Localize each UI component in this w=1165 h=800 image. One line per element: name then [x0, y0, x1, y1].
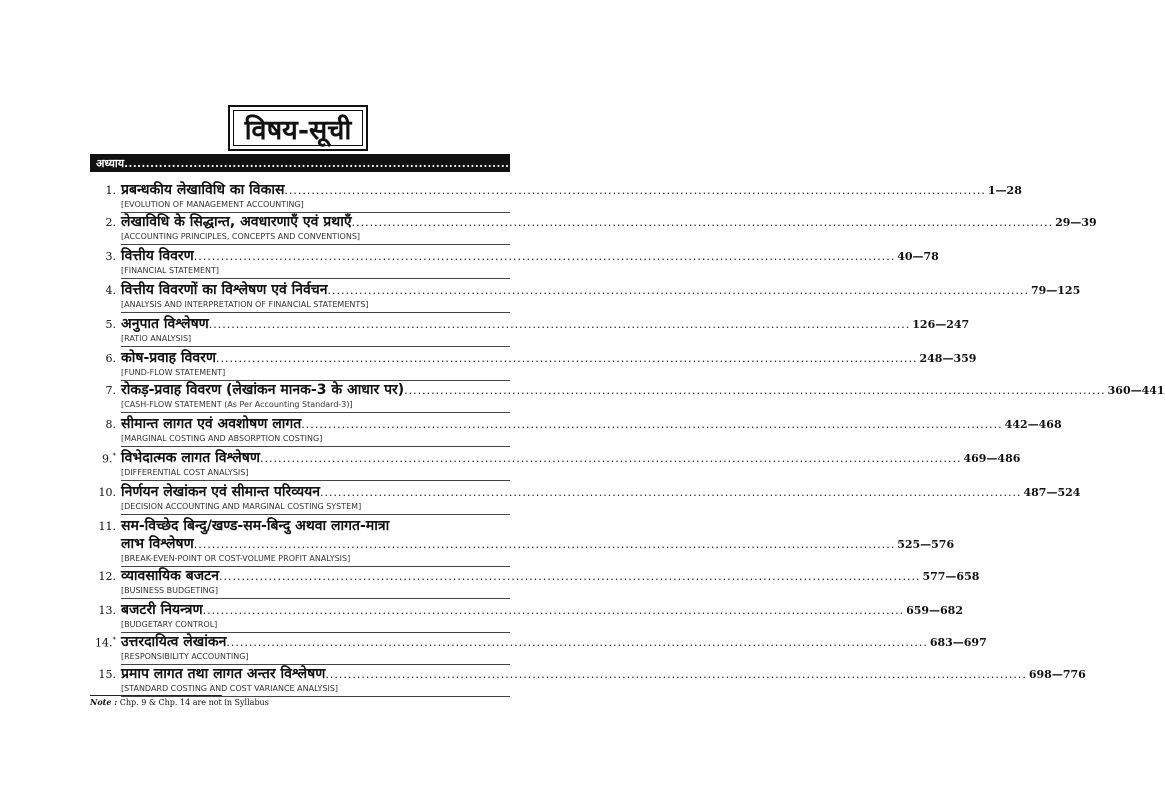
chapter-title-english: [ACCOUNTING PRINCIPLES, CONCEPTS AND CONVENTIONS]: [121, 232, 361, 241]
chapter-title-english: [BUSINESS BUDGETING]: [121, 586, 218, 595]
chapter-title-english: [STANDARD COSTING AND COST VARIANCE ANALYSIS]: [121, 684, 338, 693]
chapter-title-line: [121, 180, 1022, 200]
chapter-title-hindi: सीमान्त लागत एवं अवशोषण लागत: [121, 416, 302, 432]
chapter-number: 2.: [105, 216, 116, 229]
chapter-title-hindi: निर्णयन लेखांकन एवं सीमान्त परिव्ययन: [121, 484, 321, 500]
page-range: 659—682: [906, 604, 963, 617]
chapter-number: 10.: [98, 486, 116, 499]
chapter-number: 8.: [105, 418, 116, 431]
leader-dots: ............................................................................................................................................................: [351, 216, 1054, 229]
note-divider: [90, 695, 222, 696]
leader-dots: ............................................................................................................................................................: [325, 668, 1027, 681]
page-range: 40—78: [897, 250, 939, 263]
chapter-title-line: [121, 348, 977, 368]
page-range: 79—125: [1030, 284, 1081, 297]
page-range: 525—576: [897, 538, 955, 551]
chapter-title-line: [121, 516, 510, 536]
entry-divider: [121, 480, 510, 481]
chapter-title-line: [121, 314, 970, 334]
leader-dots: ............................................................................................................................................................: [301, 418, 1003, 431]
chapter-title-hindi: रोकड़-प्रवाह विवरण (लेखांकन मानक-3 के आधार पर): [121, 382, 405, 398]
leader-dots: ............................................................................................................................................................: [226, 636, 928, 649]
chapter-number: 4.: [105, 284, 116, 297]
page-number-column-header: पृष्ठ-संख्या: [557, 156, 598, 170]
chapter-title-line: [121, 246, 939, 266]
chapter-title-english: [BREAK-EVEN-POINT OR COST-VOLUME PROFIT ANALYSIS]: [121, 554, 351, 563]
chapter-title-line: [121, 280, 1081, 300]
footnote: [90, 697, 269, 707]
chapter-title-hindi: सम-विच्छेद बिन्दु/खण्ड-सम-बिन्दु अथवा लागत-मात्रा: [121, 518, 390, 534]
chapter-title-hindi: लेखाविधि के सिद्धान्त, अवधारणाएँ एवं प्रथाएँ: [121, 214, 352, 230]
chapter-title-line: [121, 482, 1081, 502]
chapter-title-english: [CASH-FLOW STATEMENT (As Per Accounting Standard-3)]: [121, 400, 353, 409]
header-leader-dots: ....................................................................................................: [124, 156, 558, 170]
chapter-title-line: [121, 566, 980, 586]
chapter-number: 12.: [98, 570, 116, 583]
chapter-title-hindi: प्रमाप लागत तथा लागत अन्तर विश्लेषण: [121, 666, 326, 682]
chapter-title-line: [121, 664, 1086, 684]
leader-dots: ............................................................................................................................................................: [404, 384, 1106, 397]
chapter-number: 13.: [98, 604, 116, 617]
chapter-number: 5.: [105, 318, 116, 331]
footnote-text: Chp. 9 & Chp. 14 are not in Syllabus: [119, 698, 269, 707]
entry-divider: [121, 412, 510, 413]
chapter-title-english: [RESPONSIBILITY ACCOUNTING]: [121, 652, 249, 661]
chapter-number: 11.: [98, 520, 116, 533]
page-range: 577—658: [922, 570, 980, 583]
entry-divider: [121, 514, 510, 515]
leader-dots: ............................................................................................................................................................: [327, 284, 1029, 297]
not-in-syllabus-marker: *: [112, 452, 116, 460]
chapter-title-hindi: प्रबन्धकीय लेखाविधि का विकास: [121, 182, 285, 198]
leader-dots: ............................................................................................................................................................: [193, 250, 896, 263]
page-range: 683—697: [929, 636, 987, 649]
chapter-title-hindi: वित्तीय विवरणों का विश्लेषण एवं निर्वचन: [121, 282, 328, 298]
chapter-title-hindi: बजटरी नियन्त्रण: [121, 602, 203, 618]
page-title-box: [228, 105, 368, 151]
toc-header-bar: [90, 154, 598, 172]
chapter-title-english: [RATIO ANALYSIS]: [121, 334, 192, 343]
not-in-syllabus-marker: *: [112, 636, 116, 644]
chapter-title-hindi: वित्तीय विवरण: [121, 248, 194, 264]
chapter-title-line: [121, 600, 963, 620]
page-range: 698—776: [1028, 668, 1086, 681]
chapter-title-hindi-cont: लाभ विश्लेषण: [121, 536, 194, 552]
chapter-column-header: अध्याय: [96, 156, 125, 170]
chapter-number: 14.*: [95, 636, 116, 650]
page-range: 126—247: [912, 318, 970, 331]
entry-divider: [121, 244, 510, 245]
leader-dots: ............................................................................................................................................................: [259, 452, 962, 465]
page-range: 1—28: [987, 184, 1022, 197]
chapter-title-line: [121, 380, 1165, 400]
page-range: 360—441: [1107, 384, 1165, 397]
entry-divider: [121, 346, 510, 347]
entry-divider: [121, 312, 510, 313]
chapter-number: 15.: [98, 668, 116, 681]
leader-dots: ............................................................................................................................................................: [219, 570, 921, 583]
footnote-label: Note :: [90, 697, 118, 707]
chapter-title-english: [MARGINAL COSTING AND ABSORPTION COSTING]: [121, 434, 323, 443]
leader-dots: ............................................................................................................................................................: [216, 352, 918, 365]
chapter-number: 3.: [105, 250, 116, 263]
chapter-title-english: [ANALYSIS AND INTERPRETATION OF FINANCIAL STATEMENTS]: [121, 300, 369, 309]
chapter-title-english: [EVOLUTION OF MANAGEMENT ACCOUNTING]: [121, 200, 304, 209]
chapter-title-english: [DECISION ACCOUNTING AND MARGINAL COSTING SYSTEM]: [121, 502, 362, 511]
chapter-title-hindi: विभेदात्मक लागत विश्लेषण: [121, 450, 260, 466]
entry-divider: [121, 446, 510, 447]
chapter-title-english: [FINANCIAL STATEMENT]: [121, 266, 220, 275]
leader-dots: ............................................................................................................................................................: [193, 538, 896, 551]
chapter-number: 1.: [105, 184, 116, 197]
chapter-title-line: [121, 212, 1097, 232]
chapter-title-hindi: अनुपात विश्लेषण: [121, 316, 209, 332]
chapter-title-hindi: व्यावसायिक बजटन: [121, 568, 219, 584]
chapter-number: 9.*: [102, 452, 116, 466]
leader-dots: ............................................................................................................................................................: [202, 604, 905, 617]
chapter-title-line: [121, 448, 1021, 468]
entry-divider: [121, 598, 510, 599]
entry-divider: [121, 278, 510, 279]
page-range: 29—39: [1055, 216, 1097, 229]
chapter-number: 6.: [105, 352, 116, 365]
page-title: विषय-सूची: [244, 114, 352, 146]
page-range: 469—486: [963, 452, 1021, 465]
page-range: 442—468: [1004, 418, 1062, 431]
chapter-title-line: [121, 632, 987, 652]
chapter-title-hindi: कोष-प्रवाह विवरण: [121, 350, 217, 366]
leader-dots: ............................................................................................................................................................: [320, 486, 1022, 499]
chapter-title-line: [121, 414, 1062, 434]
leader-dots: ............................................................................................................................................................: [284, 184, 986, 197]
leader-dots: ............................................................................................................................................................: [208, 318, 911, 331]
chapter-title-hindi: उत्तरदायित्व लेखांकन: [121, 634, 227, 650]
chapter-title-english: [BUDGETARY CONTROL]: [121, 620, 218, 629]
chapter-title-english: [DIFFERENTIAL COST ANALYSIS]: [121, 468, 249, 477]
page-range: 487—524: [1023, 486, 1081, 499]
chapter-title-line-2: [121, 534, 955, 554]
chapter-number: 7.: [105, 384, 116, 397]
page-range: 248—359: [919, 352, 977, 365]
chapter-title-english: [FUND-FLOW STATEMENT]: [121, 368, 226, 377]
